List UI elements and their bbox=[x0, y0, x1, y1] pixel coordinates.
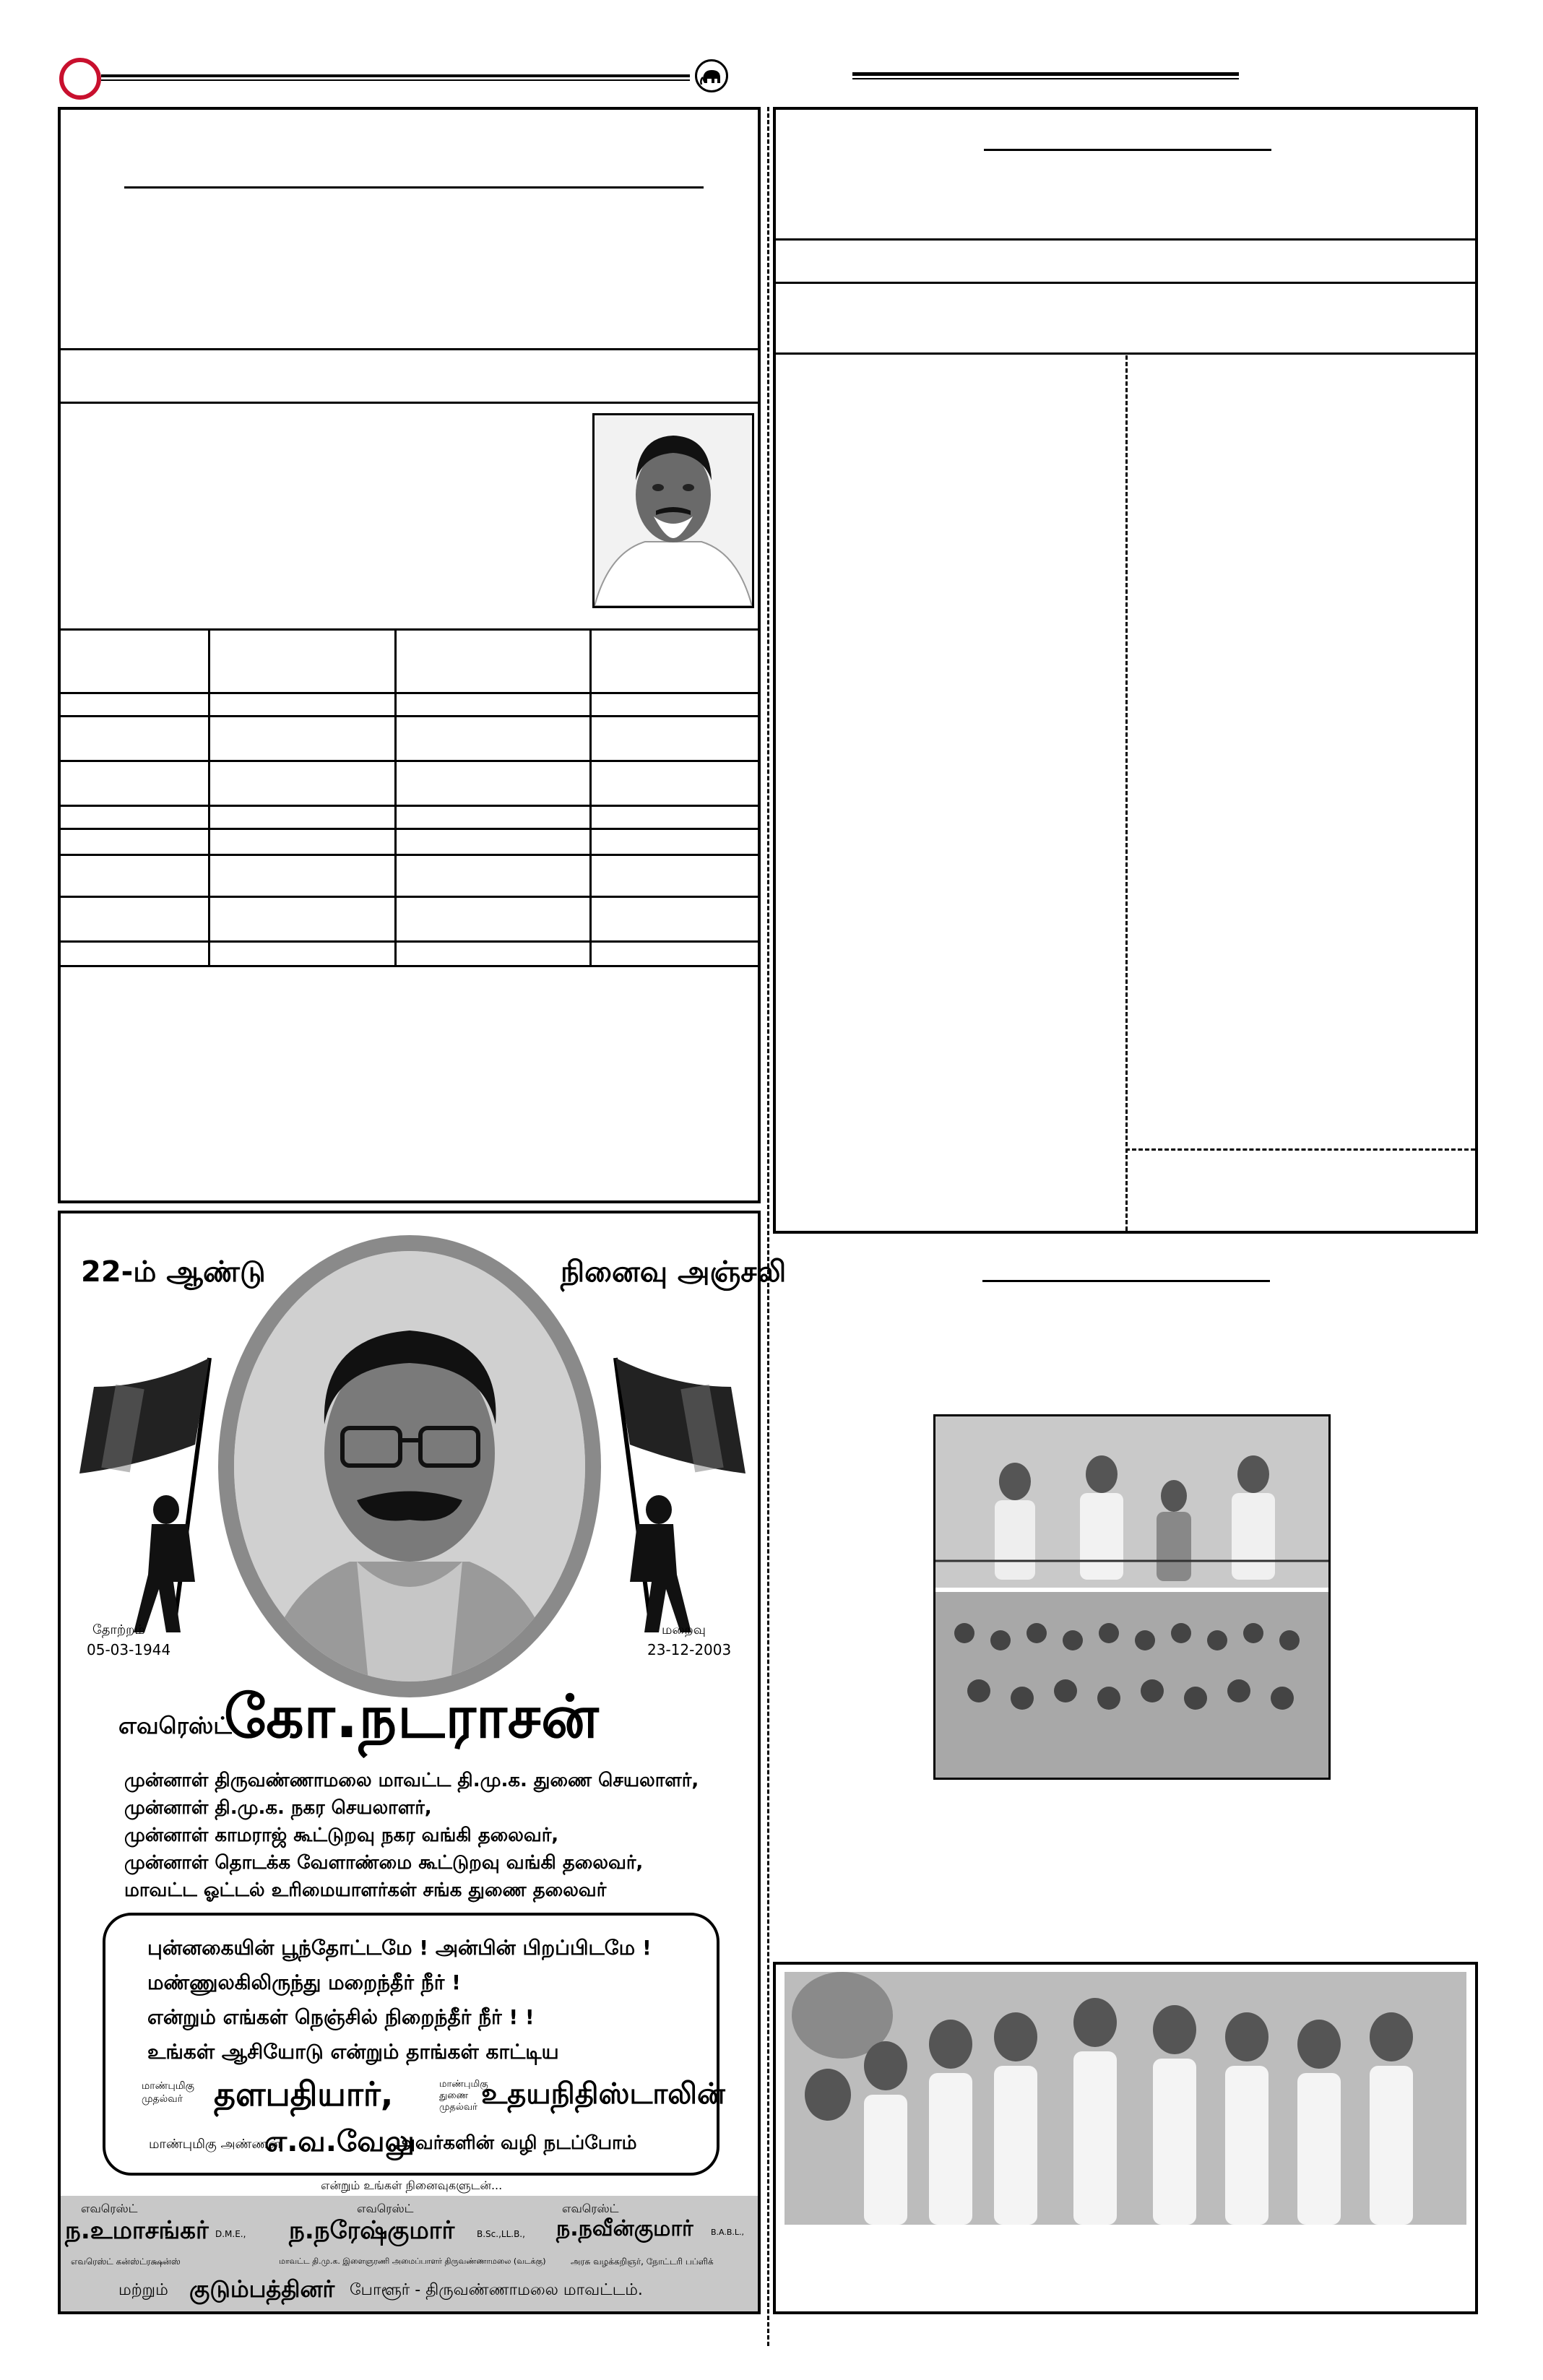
table-col-rule bbox=[208, 628, 210, 966]
family-degree: B.A.B.L., bbox=[711, 2228, 745, 2237]
family-degree: D.M.E., bbox=[215, 2229, 246, 2239]
table-row-rule bbox=[61, 940, 758, 943]
masthead-rule-left-thin bbox=[101, 79, 690, 81]
tribute-title: நினைவு அஞ்சலி bbox=[561, 1255, 787, 1289]
poem-line: என்றும் எங்கள் நெஞ்சில் நிறைந்தீர் நீர் ! ! bbox=[147, 2005, 535, 2029]
poem-line: உங்கள் ஆசியோடு என்றும் தாங்கள் காட்டிய bbox=[147, 2040, 559, 2064]
deceased-name: கோ.நடராசன் bbox=[224, 1683, 600, 1752]
family-name: ந.நவீன்குமார் bbox=[556, 2216, 693, 2241]
page-number-circle bbox=[59, 58, 101, 100]
follow-prefix: மாண்புமிகு அண்ணன் bbox=[149, 2137, 281, 2152]
family-prefix: எவரெஸ்ட் bbox=[562, 2202, 619, 2215]
family-degree: B.Sc.,LL.B., bbox=[477, 2229, 525, 2239]
family-note: மாவட்ட தி.மு.க. இளைஞரணி அமைப்பாளர் திருவண்ணாமலை (வடக்கு) bbox=[279, 2256, 546, 2266]
footer-family: குடும்பத்தினர் bbox=[189, 2275, 335, 2303]
family-prefix: எவரெஸ்ட் bbox=[357, 2202, 414, 2215]
follow-name: எ.வ.வேலு bbox=[264, 2125, 415, 2158]
lower-right-box bbox=[773, 1962, 1478, 2314]
section-divider-1 bbox=[776, 238, 1475, 241]
right-article-box bbox=[773, 107, 1478, 1234]
masthead bbox=[0, 0, 1543, 101]
table-top-rule bbox=[61, 628, 758, 631]
tribute-advertisement bbox=[58, 1211, 787, 2314]
sub-divider bbox=[1125, 1148, 1475, 1151]
section-divider-2 bbox=[776, 282, 1475, 284]
family-note: எவரெஸ்ட் கன்ஸ்ட்ரக்ஷன்ஸ் bbox=[71, 2256, 181, 2267]
table-row-rule bbox=[61, 805, 758, 807]
footer-prefix: மற்றும் bbox=[118, 2281, 168, 2299]
leader-honorific: மாண்புமிகு துணை முதல்வர் bbox=[439, 2079, 488, 2113]
masthead-rule-left bbox=[101, 74, 690, 77]
headline-rule bbox=[124, 186, 704, 189]
anniversary-label: 22-ம் ஆண்டு bbox=[81, 1255, 266, 1289]
role-line: மாவட்ட ஓட்டல் உரிமையாளர்கள் சங்க துணை தலைவர் bbox=[124, 1879, 607, 1901]
section-divider-3 bbox=[776, 352, 1475, 355]
table-row-rule bbox=[61, 715, 758, 717]
family-name: ந.உமாசங்கர் bbox=[65, 2216, 209, 2245]
table-row-rule bbox=[61, 854, 758, 856]
column-divider bbox=[1125, 355, 1128, 1231]
politician-portrait bbox=[592, 413, 754, 608]
role-line: முன்னாள் தொடக்க வேளாண்மை கூட்டுறவு வங்கி தலைவர், bbox=[124, 1852, 644, 1874]
follow-suffix: அவர்களின் வழி நடப்போம் bbox=[394, 2132, 637, 2154]
table-row-rule bbox=[61, 896, 758, 898]
footer-place: போளூர் - திருவண்ணாமலை மாவட்டம். bbox=[350, 2281, 643, 2299]
family-band bbox=[61, 2196, 758, 2311]
leader-name: தளபதியார், bbox=[214, 2074, 394, 2113]
leader-name: உதயநிதிஸ்டாலின் bbox=[481, 2077, 725, 2111]
table-row-rule bbox=[61, 828, 758, 830]
page-gutter bbox=[767, 107, 769, 2346]
table-col-rule bbox=[589, 628, 592, 966]
lower-headline-rule bbox=[982, 1280, 1270, 1282]
inauguration-photo bbox=[933, 1414, 1331, 1780]
table-col-rule bbox=[394, 628, 397, 966]
leader-honorific: மாண்புமிகு முதல்வர் bbox=[142, 2080, 194, 2105]
family-note: அரசு வழக்கறிஞர், நோட்டரி பப்ளிக் bbox=[571, 2256, 714, 2267]
table-bottom-rule bbox=[61, 965, 758, 967]
poem-line: மண்ணுலகிலிருந்து மறைந்தீர் நீர் ! bbox=[147, 1970, 461, 1994]
role-line: முன்னாள் காமராஜ் கூட்டுறவு நகர வங்கி தலைவர், bbox=[124, 1825, 559, 1846]
headline-rule bbox=[984, 149, 1271, 151]
section-divider-2 bbox=[61, 402, 758, 404]
family-prefix: எவரெஸ்ட் bbox=[81, 2202, 138, 2215]
left-article-box bbox=[58, 107, 761, 1203]
birth-date: 05-03-1944 bbox=[87, 1641, 171, 1658]
role-line: முன்னாள் திருவண்ணாமலை மாவட்ட தி.மு.க. துணை செயலாளர், bbox=[124, 1770, 699, 1791]
family-name: ந.நரேஷ்குமார் bbox=[289, 2216, 455, 2245]
memorial-portrait-frame bbox=[218, 1235, 601, 1697]
elephant-emblem-icon bbox=[695, 59, 728, 92]
remembrance-line: என்றும் உங்கள் நினைவுகளுடன்... bbox=[321, 2178, 503, 2192]
poem-line: புன்னகையின் பூந்தோட்டமே ! அன்பின் பிறப்பிடமே ! bbox=[147, 1936, 652, 1960]
flag-bearer-right-icon bbox=[572, 1343, 760, 1632]
section-divider-1 bbox=[61, 348, 758, 350]
ceremony-photo bbox=[785, 1972, 1466, 2225]
death-date: 23-12-2003 bbox=[647, 1641, 732, 1658]
birth-label: தோற்றம் bbox=[92, 1622, 145, 1637]
name-prefix: எவரெஸ்ட் bbox=[118, 1712, 232, 1739]
death-label: மறைவு bbox=[662, 1622, 706, 1637]
role-line: முன்னாள் தி.மு.க. நகர செயலாளர், bbox=[124, 1797, 432, 1819]
masthead-rule-right bbox=[852, 72, 1239, 76]
poem-box bbox=[103, 1913, 725, 2176]
table-row-rule bbox=[61, 760, 758, 762]
table-row-rule bbox=[61, 692, 758, 694]
masthead-rule-right-thin bbox=[852, 78, 1239, 79]
